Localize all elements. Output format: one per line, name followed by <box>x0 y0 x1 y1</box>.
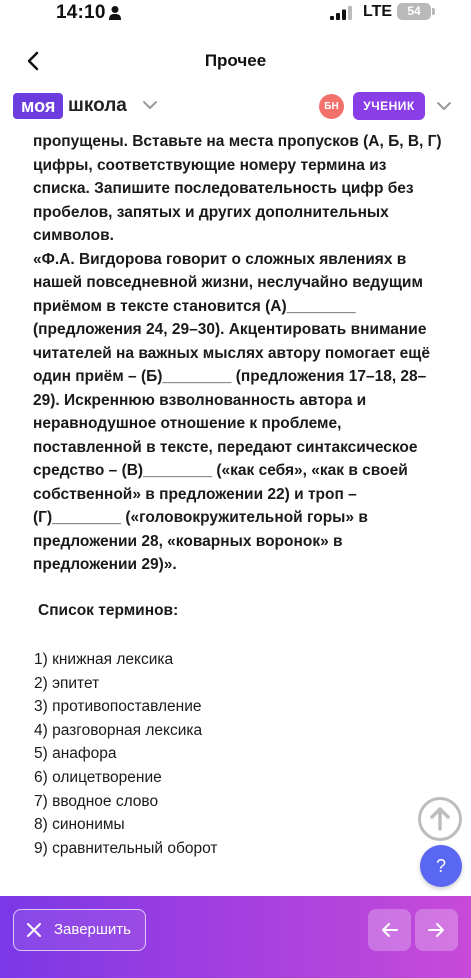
term-item: 4) разговорная лексика <box>34 721 203 739</box>
term-item: 2) эпитет <box>34 674 100 692</box>
avatar[interactable]: БН <box>319 94 344 119</box>
page-title: Прочее <box>204 51 267 70</box>
status-bar <box>0 0 471 30</box>
logo-box[interactable]: моя <box>13 93 63 119</box>
terms-heading: Список терминов: <box>38 602 179 619</box>
term-item: 1) книжная лексика <box>34 651 174 668</box>
term-item: 6) олицетворение <box>34 768 162 786</box>
scroll-to-top-button[interactable] <box>418 797 462 841</box>
battery-icon <box>397 3 431 20</box>
term-item: 8) синонимы <box>34 816 125 834</box>
cellular-signal-icon <box>330 6 354 20</box>
person-icon <box>108 5 122 21</box>
term-item: 9) сравнительный оборот <box>34 839 218 857</box>
term-item: 7) вводное слово <box>34 792 159 810</box>
term-item: 5) анафора <box>34 745 117 763</box>
finish-button[interactable] <box>13 909 146 951</box>
chevron-down-icon[interactable] <box>142 98 158 112</box>
logo-text[interactable]: школа <box>68 95 127 116</box>
nav-bar <box>0 42 471 82</box>
battery-tip <box>432 8 435 15</box>
task-card <box>17 124 454 904</box>
arrow-up-circle-icon <box>421 800 459 838</box>
term-item: 3) противопоставление <box>34 698 202 716</box>
finish-button-label: Завершить <box>54 921 131 938</box>
arrow-left-icon <box>380 921 399 939</box>
role-badge[interactable]: УЧЕНИК <box>353 92 425 120</box>
help-button[interactable]: ? <box>420 845 462 887</box>
app-header <box>0 88 471 124</box>
battery-level: 54 <box>407 4 421 18</box>
bottom-bar <box>0 896 471 978</box>
task-instruction: пропущены. Вставьте на места пропусков (А, Б, В, Г) цифры, соответствующие номеру термина из списка. Запишите последовательность цифр без пробелов, запятых и других дополнительных символов. <box>33 133 442 244</box>
network-type: LTE <box>363 3 393 20</box>
task-text <box>33 130 443 577</box>
status-time: 14:10 <box>56 2 106 23</box>
task-passage: «Ф.А. Вигдорова говорит о сложных явлениях в нашей повседневной жизни, неслучайно ведущим приёмом в тексте становится (А)________ (предложения 24, 29–30). Акцентировать внимание читателей на важных мыслях автору помогает ещё один приём – (Б)________ (предложения 17–18, 28–29). Искреннюю взволнованность автора и неравнодушное отношение к проблеме, поставленной в тексте, передают синтаксическое средство – (В)________ («как себя», «как в своей собственной» в предложении 22) и троп – (Г)________ («головокружительной горы» в предложении 28, «коварных воронок» в предложении 29)». <box>33 250 430 573</box>
close-icon <box>26 922 42 938</box>
terms-list <box>34 648 217 860</box>
next-button[interactable] <box>415 909 458 951</box>
prev-button[interactable] <box>368 909 411 951</box>
arrow-right-icon <box>427 921 446 939</box>
chevron-down-icon[interactable] <box>436 99 452 113</box>
